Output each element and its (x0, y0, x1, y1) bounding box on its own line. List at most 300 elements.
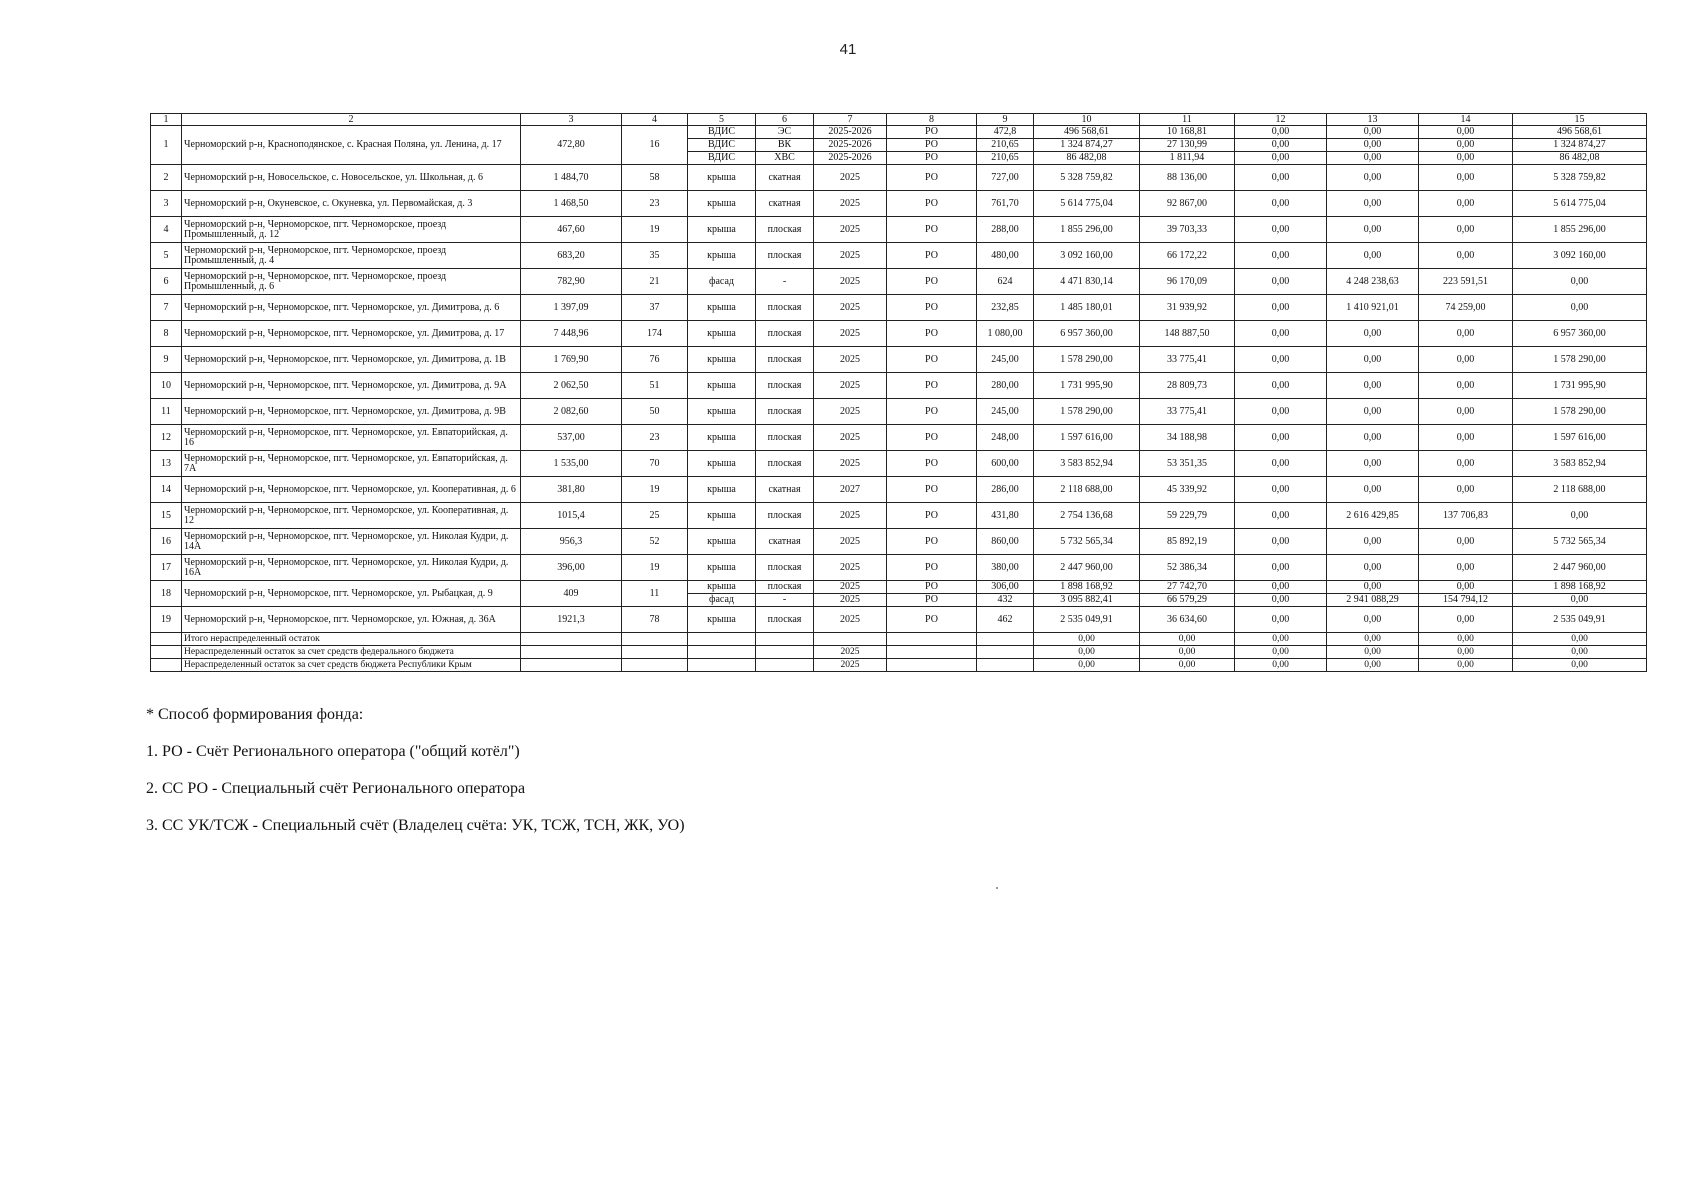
cell-residents: 174 (622, 321, 688, 347)
cell-year: 2025 (814, 503, 887, 529)
cell-area: 1 484,70 (521, 165, 622, 191)
cell-address: Черноморский р-н, Черноморское, пгт. Черноморское, ул. Димитрова, д. 9В (182, 399, 521, 425)
cell-local: 0,00 (1419, 425, 1513, 451)
cell-federal: 0,00 (1235, 191, 1327, 217)
cell-year: 2025 (814, 243, 887, 269)
column-number: 3 (521, 114, 622, 126)
cell-owners: 5 328 759,82 (1513, 165, 1647, 191)
cell-volume: 727,00 (977, 165, 1034, 191)
cell-total-cost: 1 855 296,00 (1034, 217, 1140, 243)
cell-owners: 2 535 049,91 (1513, 607, 1647, 633)
footnote-item: 2. СС РО - Специальный счёт Регионального оператора (146, 780, 526, 797)
cell-residents: 37 (622, 295, 688, 321)
cell-local: 0,00 (1419, 555, 1513, 581)
cell-fund: РО (887, 425, 977, 451)
cell-total-cost: 2 535 049,91 (1034, 607, 1140, 633)
cell-owners: 1 324 874,27 (1513, 139, 1647, 152)
cell-local: 0,00 (1419, 191, 1513, 217)
cell-fund: РО (887, 555, 977, 581)
cell-local: 0,00 (1419, 373, 1513, 399)
cell-fund: РО (887, 191, 977, 217)
cell-row-number: 8 (151, 321, 182, 347)
cell-owners: 1 731 995,90 (1513, 373, 1647, 399)
cell-address: Черноморский р-н, Черноморское, пгт. Черноморское, проезд Промышленный, д. 4 (182, 243, 521, 269)
column-number: 5 (688, 114, 756, 126)
cell-row-number: 17 (151, 555, 182, 581)
cell-fund: РО (887, 321, 977, 347)
cell-row-number: 1 (151, 126, 182, 165)
cell-residents: 16 (622, 126, 688, 165)
column-number: 15 (1513, 114, 1647, 126)
cell-work-type: крыша (688, 607, 756, 633)
cell-federal: 0,00 (1235, 555, 1327, 581)
cell-fund: РО (887, 165, 977, 191)
cell-regional: 0,00 (1327, 581, 1419, 594)
cell-area: 409 (521, 581, 622, 607)
cell-total-value: 0,00 (1140, 659, 1235, 672)
cell-residents: 76 (622, 347, 688, 373)
cell-empty (688, 659, 756, 672)
table-row (151, 373, 1647, 399)
cell-volume: 245,00 (977, 399, 1034, 425)
cell-fund: РО (887, 451, 977, 477)
cell-local: 0,00 (1419, 529, 1513, 555)
cell-local: 0,00 (1419, 607, 1513, 633)
cell-row-number: 12 (151, 425, 182, 451)
cell-area: 396,00 (521, 555, 622, 581)
cell-federal: 0,00 (1235, 321, 1327, 347)
cell-row-number: 2 (151, 165, 182, 191)
cell-work-subtype: - (756, 594, 814, 607)
cell-total-cost: 5 614 775,04 (1034, 191, 1140, 217)
cell-local: 0,00 (1419, 152, 1513, 165)
cell-federal: 0,00 (1235, 477, 1327, 503)
cell-empty (521, 633, 622, 646)
cell-sd-cost: 27 130,99 (1140, 139, 1235, 152)
column-number: 11 (1140, 114, 1235, 126)
cell-area: 1 468,50 (521, 191, 622, 217)
cell-row-number: 7 (151, 295, 182, 321)
cell-row-number: 14 (151, 477, 182, 503)
cell-volume: 1 080,00 (977, 321, 1034, 347)
column-number: 2 (182, 114, 521, 126)
cell-local: 0,00 (1419, 139, 1513, 152)
cell-residents: 25 (622, 503, 688, 529)
cell-sd-cost: 1 811,94 (1140, 152, 1235, 165)
cell-volume: 280,00 (977, 373, 1034, 399)
cell-row-number: 10 (151, 373, 182, 399)
cell-empty (151, 659, 182, 672)
cell-sd-cost: 52 386,34 (1140, 555, 1235, 581)
cell-volume: 431,80 (977, 503, 1034, 529)
cell-year: 2025 (814, 217, 887, 243)
cell-work-type: крыша (688, 451, 756, 477)
cell-owners: 3 092 160,00 (1513, 243, 1647, 269)
cell-volume: 462 (977, 607, 1034, 633)
cell-work-subtype: ЭС (756, 126, 814, 139)
cell-federal: 0,00 (1235, 451, 1327, 477)
cell-residents: 78 (622, 607, 688, 633)
cell-total-label: Нераспределенный остаток за счет средств бюджета Республики Крым (182, 659, 521, 672)
cell-total-value: 0,00 (1034, 633, 1140, 646)
cell-residents: 19 (622, 555, 688, 581)
cell-federal: 0,00 (1235, 269, 1327, 295)
cell-volume: 860,00 (977, 529, 1034, 555)
cell-residents: 35 (622, 243, 688, 269)
cell-owners: 1 898 168,92 (1513, 581, 1647, 594)
table-row (151, 555, 1647, 581)
cell-address: Черноморский р-н, Черноморское, пгт. Черноморское, ул. Димитрова, д. 6 (182, 295, 521, 321)
cell-work-type: ВДИС (688, 152, 756, 165)
cell-federal: 0,00 (1235, 529, 1327, 555)
cell-row-number: 4 (151, 217, 182, 243)
cell-address: Черноморский р-н, Черноморское, пгт. Черноморское, ул. Евпаторийская, д. 7А (182, 451, 521, 477)
cell-federal: 0,00 (1235, 594, 1327, 607)
cell-volume: 306,00 (977, 581, 1034, 594)
cell-work-type: крыша (688, 555, 756, 581)
cell-work-type: крыша (688, 295, 756, 321)
cell-local: 0,00 (1419, 165, 1513, 191)
cell-work-type: крыша (688, 425, 756, 451)
cell-work-type: крыша (688, 347, 756, 373)
cell-work-subtype: плоская (756, 295, 814, 321)
cell-work-subtype: скатная (756, 529, 814, 555)
cell-volume: 286,00 (977, 477, 1034, 503)
cell-address: Черноморский р-н, Черноморское, пгт. Черноморское, ул. Рыбацкая, д. 9 (182, 581, 521, 607)
cell-empty (622, 646, 688, 659)
column-number-row (151, 114, 1647, 126)
cell-year: 2025 (814, 555, 887, 581)
cell-federal: 0,00 (1235, 152, 1327, 165)
cell-regional: 0,00 (1327, 152, 1419, 165)
cell-regional: 0,00 (1327, 321, 1419, 347)
cell-empty (688, 633, 756, 646)
cell-total-value: 0,00 (1513, 633, 1647, 646)
cell-area: 683,20 (521, 243, 622, 269)
cell-address: Черноморский р-н, Черноморское, пгт. Черноморское, ул. Димитрова, д. 1В (182, 347, 521, 373)
cell-fund: РО (887, 269, 977, 295)
cell-federal: 0,00 (1235, 165, 1327, 191)
table-row (151, 347, 1647, 373)
cell-owners: 86 482,08 (1513, 152, 1647, 165)
cell-federal: 0,00 (1235, 347, 1327, 373)
cell-owners: 2 118 688,00 (1513, 477, 1647, 503)
cell-owners: 2 447 960,00 (1513, 555, 1647, 581)
cell-area: 7 448,96 (521, 321, 622, 347)
cell-year: 2025 (814, 594, 887, 607)
cell-volume: 624 (977, 269, 1034, 295)
cell-fund: РО (887, 152, 977, 165)
cell-total-label: Нераспределенный остаток за счет средств федерального бюджета (182, 646, 521, 659)
cell-row-number: 19 (151, 607, 182, 633)
cell-residents: 11 (622, 581, 688, 607)
cell-year: 2025 (814, 165, 887, 191)
cell-address: Черноморский р-н, Окуневское, с. Окуневка, ул. Первомайская, д. 3 (182, 191, 521, 217)
capital-repair-table (150, 113, 1647, 672)
cell-empty (887, 659, 977, 672)
cell-residents: 23 (622, 425, 688, 451)
cell-sd-cost: 66 172,22 (1140, 243, 1235, 269)
footnote-title: * Способ формирования фонда: (146, 706, 364, 723)
cell-fund: РО (887, 477, 977, 503)
cell-work-type: крыша (688, 581, 756, 594)
table-row (151, 191, 1647, 217)
cell-year: 2027 (814, 477, 887, 503)
cell-regional: 1 410 921,01 (1327, 295, 1419, 321)
cell-regional: 2 616 429,85 (1327, 503, 1419, 529)
cell-address: Черноморский р-н, Черноморское, пгт. Черноморское, ул. Кооперативная, д. 6 (182, 477, 521, 503)
cell-total-cost: 86 482,08 (1034, 152, 1140, 165)
cell-owners: 3 583 852,94 (1513, 451, 1647, 477)
cell-fund: РО (887, 581, 977, 594)
cell-residents: 19 (622, 217, 688, 243)
cell-fund: РО (887, 503, 977, 529)
cell-volume: 210,65 (977, 152, 1034, 165)
cell-fund: РО (887, 373, 977, 399)
cell-residents: 23 (622, 191, 688, 217)
cell-year (814, 633, 887, 646)
cell-residents: 58 (622, 165, 688, 191)
total-row (151, 659, 1647, 672)
cell-empty (622, 659, 688, 672)
cell-local: 0,00 (1419, 399, 1513, 425)
cell-empty (756, 646, 814, 659)
cell-sd-cost: 33 775,41 (1140, 347, 1235, 373)
cell-year: 2025 (814, 269, 887, 295)
cell-fund: РО (887, 217, 977, 243)
table-row (151, 217, 1647, 243)
cell-regional: 0,00 (1327, 373, 1419, 399)
cell-owners: 6 957 360,00 (1513, 321, 1647, 347)
cell-volume: 480,00 (977, 243, 1034, 269)
cell-total-value: 0,00 (1327, 646, 1419, 659)
cell-total-value: 0,00 (1235, 633, 1327, 646)
cell-sd-cost: 10 168,81 (1140, 126, 1235, 139)
cell-address: Черноморский р-н, Новосельское, с. Новосельское, ул. Школьная, д. 6 (182, 165, 521, 191)
cell-owners: 1 578 290,00 (1513, 347, 1647, 373)
cell-regional: 0,00 (1327, 191, 1419, 217)
cell-address: Черноморский р-н, Черноморское, пгт. Черноморское, ул. Николая Кудри, д. 14А (182, 529, 521, 555)
cell-fund: РО (887, 529, 977, 555)
cell-federal: 0,00 (1235, 425, 1327, 451)
cell-sd-cost: 39 703,33 (1140, 217, 1235, 243)
cell-owners: 0,00 (1513, 269, 1647, 295)
cell-volume: 380,00 (977, 555, 1034, 581)
cell-year: 2025-2026 (814, 126, 887, 139)
cell-empty (887, 646, 977, 659)
column-number: 7 (814, 114, 887, 126)
cell-empty (977, 646, 1034, 659)
table-row (151, 165, 1647, 191)
cell-address: Черноморский р-н, Черноморское, пгт. Черноморское, ул. Николая Кудри, д. 16А (182, 555, 521, 581)
cell-work-subtype: скатная (756, 477, 814, 503)
cell-total-value: 0,00 (1419, 646, 1513, 659)
cell-volume: 761,70 (977, 191, 1034, 217)
cell-local: 137 706,83 (1419, 503, 1513, 529)
cell-year: 2025 (814, 659, 887, 672)
cell-area: 1 397,09 (521, 295, 622, 321)
cell-residents: 21 (622, 269, 688, 295)
cell-local: 223 591,51 (1419, 269, 1513, 295)
cell-sd-cost: 53 351,35 (1140, 451, 1235, 477)
cell-work-type: крыша (688, 321, 756, 347)
cell-residents: 52 (622, 529, 688, 555)
cell-address: Черноморский р-н, Черноморское, пгт. Черноморское, ул. Димитрова, д. 9А (182, 373, 521, 399)
cell-federal: 0,00 (1235, 373, 1327, 399)
cell-total-value: 0,00 (1140, 633, 1235, 646)
cell-total-cost: 1 578 290,00 (1034, 399, 1140, 425)
cell-total-cost: 4 471 830,14 (1034, 269, 1140, 295)
cell-federal: 0,00 (1235, 503, 1327, 529)
cell-sd-cost: 92 867,00 (1140, 191, 1235, 217)
cell-local: 0,00 (1419, 126, 1513, 139)
cell-area: 1015,4 (521, 503, 622, 529)
cell-empty (688, 646, 756, 659)
cell-sd-cost: 27 742,70 (1140, 581, 1235, 594)
cell-sd-cost: 148 887,50 (1140, 321, 1235, 347)
cell-local: 74 259,00 (1419, 295, 1513, 321)
column-number: 1 (151, 114, 182, 126)
cell-regional: 2 941 088,29 (1327, 594, 1419, 607)
cell-fund: РО (887, 139, 977, 152)
table-row (151, 399, 1647, 425)
cell-work-subtype: ХВС (756, 152, 814, 165)
cell-volume: 472,8 (977, 126, 1034, 139)
cell-volume: 210,65 (977, 139, 1034, 152)
cell-area: 956,3 (521, 529, 622, 555)
column-number: 8 (887, 114, 977, 126)
cell-federal: 0,00 (1235, 139, 1327, 152)
cell-empty (756, 659, 814, 672)
cell-total-cost: 3 583 852,94 (1034, 451, 1140, 477)
cell-federal: 0,00 (1235, 581, 1327, 594)
cell-owners: 1 578 290,00 (1513, 399, 1647, 425)
cell-total-cost: 1 485 180,01 (1034, 295, 1140, 321)
cell-area: 2 062,50 (521, 373, 622, 399)
cell-volume: 245,00 (977, 347, 1034, 373)
footnotes (146, 705, 685, 853)
table-row (151, 269, 1647, 295)
cell-fund: РО (887, 594, 977, 607)
cell-total-cost: 6 957 360,00 (1034, 321, 1140, 347)
cell-total-cost: 3 095 882,41 (1034, 594, 1140, 607)
cell-sd-cost: 85 892,19 (1140, 529, 1235, 555)
table-row (151, 321, 1647, 347)
cell-address: Черноморский р-н, Черноморское, пгт. Черноморское, ул. Евпаторийская, д. 16 (182, 425, 521, 451)
cell-work-type: крыша (688, 373, 756, 399)
cell-regional: 0,00 (1327, 477, 1419, 503)
cell-fund: РО (887, 347, 977, 373)
cell-year: 2025 (814, 295, 887, 321)
cell-area: 1 535,00 (521, 451, 622, 477)
table-row (151, 477, 1647, 503)
cell-total-cost: 1 731 995,90 (1034, 373, 1140, 399)
cell-total-value: 0,00 (1034, 646, 1140, 659)
cell-work-type: крыша (688, 191, 756, 217)
cell-owners: 0,00 (1513, 503, 1647, 529)
cell-federal: 0,00 (1235, 243, 1327, 269)
cell-owners: 0,00 (1513, 594, 1647, 607)
cell-regional: 4 248 238,63 (1327, 269, 1419, 295)
cell-row-number: 16 (151, 529, 182, 555)
cell-area: 467,60 (521, 217, 622, 243)
cell-work-type: крыша (688, 529, 756, 555)
cell-local: 154 794,12 (1419, 594, 1513, 607)
cell-total-cost: 496 568,61 (1034, 126, 1140, 139)
cell-empty (756, 633, 814, 646)
column-number: 9 (977, 114, 1034, 126)
cell-work-subtype: плоская (756, 425, 814, 451)
cell-regional: 0,00 (1327, 139, 1419, 152)
cell-work-type: фасад (688, 269, 756, 295)
cell-empty (977, 659, 1034, 672)
cell-regional: 0,00 (1327, 451, 1419, 477)
cell-address: Черноморский р-н, Красноподянское, с. Красная Поляна, ул. Ленина, д. 17 (182, 126, 521, 165)
cell-volume: 232,85 (977, 295, 1034, 321)
cell-work-subtype: ВК (756, 139, 814, 152)
cell-regional: 0,00 (1327, 529, 1419, 555)
cell-total-value: 0,00 (1327, 633, 1419, 646)
footnote-item: 3. СС УК/ТСЖ - Специальный счёт (Владелец счёта: УК, ТСЖ, ТСН, ЖК, УО) (146, 817, 685, 834)
cell-work-subtype: плоская (756, 243, 814, 269)
cell-row-number: 9 (151, 347, 182, 373)
cell-owners: 0,00 (1513, 295, 1647, 321)
cell-empty (151, 646, 182, 659)
cell-total-value: 0,00 (1034, 659, 1140, 672)
table-row (151, 503, 1647, 529)
cell-total-cost: 1 597 616,00 (1034, 425, 1140, 451)
cell-volume: 432 (977, 594, 1034, 607)
table-row (151, 425, 1647, 451)
cell-total-cost: 1 578 290,00 (1034, 347, 1140, 373)
cell-volume: 288,00 (977, 217, 1034, 243)
column-number: 12 (1235, 114, 1327, 126)
cell-fund: РО (887, 243, 977, 269)
cell-work-type: ВДИС (688, 126, 756, 139)
cell-regional: 0,00 (1327, 399, 1419, 425)
cell-federal: 0,00 (1235, 126, 1327, 139)
total-row (151, 633, 1647, 646)
cell-total-value: 0,00 (1235, 659, 1327, 672)
cell-work-subtype: плоская (756, 503, 814, 529)
cell-total-label: Итого нераспределенный остаток (182, 633, 521, 646)
cell-owners: 1 855 296,00 (1513, 217, 1647, 243)
cell-sd-cost: 33 775,41 (1140, 399, 1235, 425)
cell-total-cost: 1 898 168,92 (1034, 581, 1140, 594)
cell-row-number: 3 (151, 191, 182, 217)
cell-year: 2025 (814, 425, 887, 451)
cell-work-type: крыша (688, 503, 756, 529)
cell-fund: РО (887, 607, 977, 633)
cell-empty (622, 633, 688, 646)
cell-regional: 0,00 (1327, 347, 1419, 373)
cell-work-subtype: плоская (756, 607, 814, 633)
table-row (151, 581, 1647, 594)
cell-owners: 1 597 616,00 (1513, 425, 1647, 451)
cell-owners: 496 568,61 (1513, 126, 1647, 139)
cell-work-subtype: плоская (756, 399, 814, 425)
cell-work-subtype: скатная (756, 165, 814, 191)
cell-work-subtype: плоская (756, 373, 814, 399)
cell-total-value: 0,00 (1419, 659, 1513, 672)
cell-area: 472,80 (521, 126, 622, 165)
table-row (151, 451, 1647, 477)
cell-total-value: 0,00 (1513, 659, 1647, 672)
cell-residents: 50 (622, 399, 688, 425)
cell-empty (521, 659, 622, 672)
table-row (151, 243, 1647, 269)
cell-residents: 51 (622, 373, 688, 399)
